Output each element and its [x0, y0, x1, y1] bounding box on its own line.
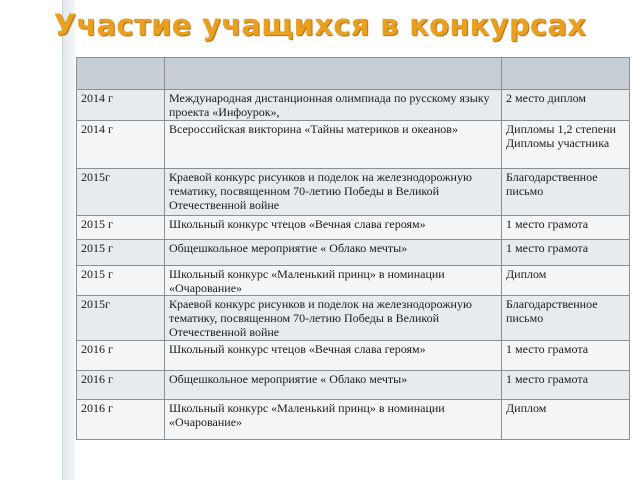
year-cell: 2014 г: [77, 90, 165, 121]
result-cell: Благодарственное письмо: [502, 169, 630, 216]
table-row: [77, 341, 630, 371]
event-cell: Краевой конкурс рисунков и поделок на железнодорожную тематику, посвященном 70-летию Победы в Великой Отечественной войне: [165, 296, 502, 341]
decorative-side-bar: [62, 0, 75, 480]
table-row: [77, 121, 630, 169]
event-cell: Школьный конкурс «Маленький принц» в номинации «Очарование»: [165, 400, 502, 440]
result-cell: Диплом: [502, 266, 630, 296]
result-cell: 1 место грамота: [502, 341, 630, 371]
slide-title: Участие учащихся в конкурсах: [53, 8, 587, 42]
year-cell: 2016 г: [77, 400, 165, 440]
event-cell: Школьный конкурс чтецов «Вечная слава героям»: [165, 216, 502, 240]
competitions-table: [76, 57, 630, 440]
event-cell: Школьный конкурс чтецов «Вечная слава героям»: [165, 341, 502, 371]
year-cell: 2015 г: [77, 240, 165, 266]
result-cell: Диплом: [502, 400, 630, 440]
year-cell: 2014 г: [77, 121, 165, 169]
year-cell: 2015 г: [77, 266, 165, 296]
result-cell: 2 место диплом: [502, 90, 630, 121]
result-cell: 1 место грамота: [502, 216, 630, 240]
header-cell-result: [502, 58, 630, 90]
event-cell: Международная дистанционная олимпиада по русскому языку проекта «Инфоурок»,: [165, 90, 502, 121]
year-cell: 2016 г: [77, 341, 165, 371]
event-cell: Краевой конкурс рисунков и поделок на железнодорожную тематику, посвященном 70-летию Победы в Великой Отечественной войне: [165, 169, 502, 216]
event-cell: Всероссийская викторина «Тайны материков и океанов»: [165, 121, 502, 169]
result-cell: Благодарственное письмо: [502, 296, 630, 341]
header-cell-event: [165, 58, 502, 90]
event-cell: Школьный конкурс «Маленький принц» в номинации «Очарование»: [165, 266, 502, 296]
table-row: [77, 240, 630, 266]
year-cell: 2015 г: [77, 216, 165, 240]
year-cell: 2016 г: [77, 371, 165, 400]
table-row: [77, 90, 630, 121]
table-row: [77, 371, 630, 400]
year-cell: 2015г: [77, 296, 165, 341]
table-row: [77, 216, 630, 240]
header-cell-year: [77, 58, 165, 90]
result-cell: Дипломы 1,2 степени Дипломы участника: [502, 121, 630, 169]
event-cell: Общешкольное мероприятие « Облако мечты»: [165, 240, 502, 266]
result-cell: 1 место грамота: [502, 371, 630, 400]
year-cell: 2015г: [77, 169, 165, 216]
result-cell: 1 место грамота: [502, 240, 630, 266]
table-row: [77, 296, 630, 341]
table-header-row: [77, 58, 630, 90]
table-row: [77, 400, 630, 440]
table-row: [77, 169, 630, 216]
table-row: [77, 266, 630, 296]
event-cell: Общешкольное мероприятие « Облако мечты»: [165, 371, 502, 400]
